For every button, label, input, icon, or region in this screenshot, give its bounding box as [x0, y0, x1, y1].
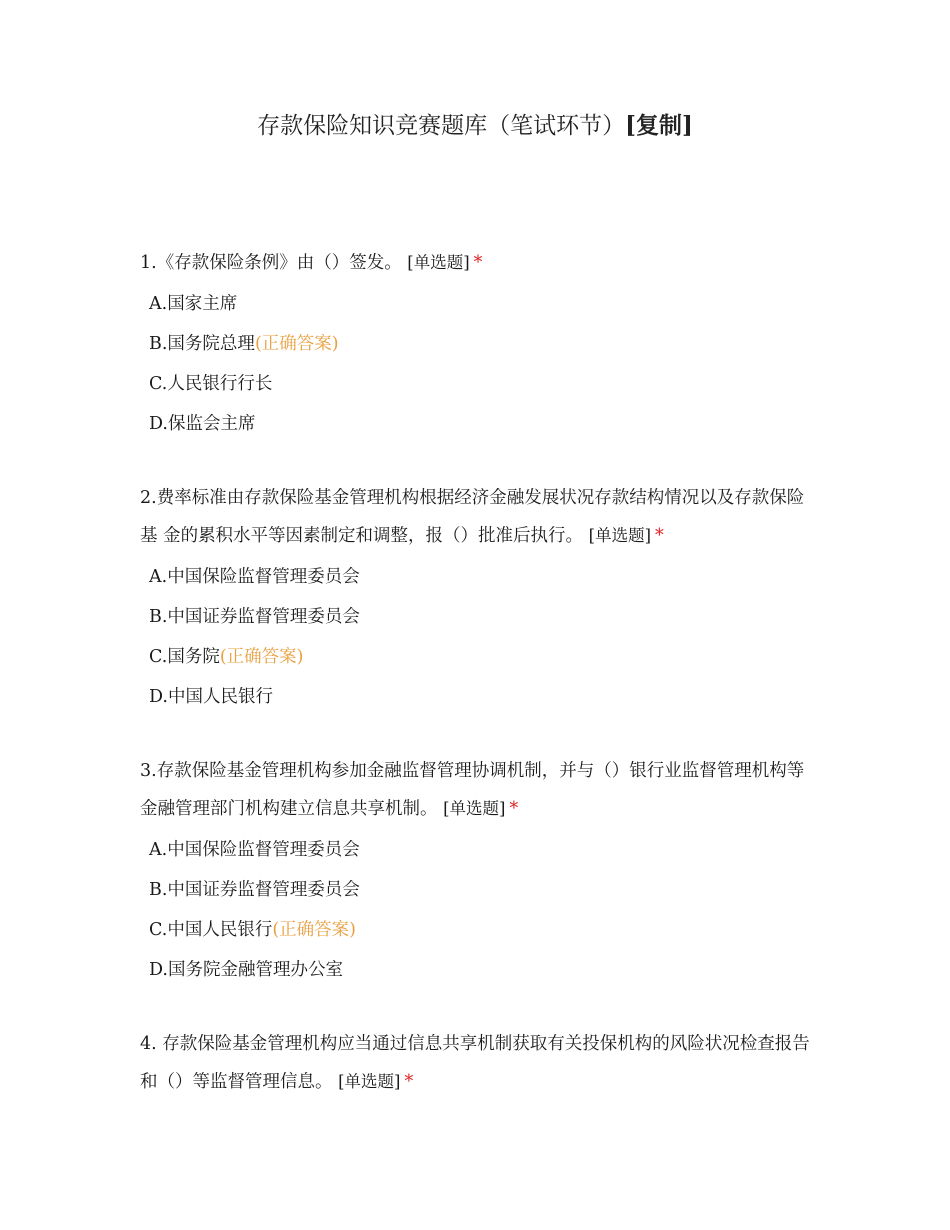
correct-answer-mark: (正确答案) [219, 647, 304, 667]
question-body: 2.费率标准由存款保险基金管理机构根据经济金融发展状况存款结构情况以及存款保险基 金的累积水平等因素制定和调整，报（）批准后执行。 [140, 488, 805, 546]
option-label: B.中国证券监督管理委员会 [149, 607, 360, 627]
question-type: [单选题] [443, 799, 506, 818]
question-text [140, 479, 820, 555]
option-a [149, 284, 820, 324]
question-text [140, 752, 820, 828]
option-b [149, 597, 820, 637]
question-3 [140, 752, 820, 990]
required-mark: * [655, 526, 664, 546]
title-main: 存款保险知识竞赛题库（笔试环节） [257, 113, 626, 139]
required-mark: * [404, 1072, 414, 1092]
question-type: [单选题] [338, 1072, 401, 1091]
question-1 [140, 244, 820, 444]
question-text [140, 244, 820, 282]
option-label: D.保监会主席 [149, 414, 256, 434]
option-c [149, 364, 820, 404]
correct-answer-mark: (正确答案) [272, 920, 356, 940]
required-mark: * [509, 799, 519, 819]
option-c [149, 910, 820, 950]
page-title [0, 108, 950, 144]
option-a [149, 830, 820, 870]
option-label: D.国务院金融管理办公室 [149, 960, 343, 980]
option-label: D.中国人民银行 [149, 687, 273, 707]
question-type: [单选题] [407, 253, 470, 272]
question-body: 3.存款保险基金管理机构参加金融监督管理协调机制，并与（）银行业监督管理机构等金融管理部门机构建立信息共享机制。 [140, 761, 805, 819]
option-label: B.中国证券监督管理委员会 [149, 880, 360, 900]
option-label: C.人民银行行长 [149, 374, 273, 394]
option-label: A.国家主席 [149, 294, 238, 314]
option-label: B.国务院总理 [149, 334, 255, 354]
question-body: 4. 存款保险基金管理机构应当通过信息共享机制获取有关投保机构的风险状况检查报告和（）等监督管理信息。 [140, 1034, 810, 1092]
required-mark: * [473, 253, 483, 273]
title-suffix: [复制] [625, 112, 693, 139]
option-d [149, 950, 820, 990]
option-label: C.中国人民银行 [149, 920, 273, 940]
question-list [140, 244, 820, 1136]
question-type: [单选题] [588, 526, 652, 545]
option-label: A.中国保险监督管理委员会 [149, 840, 360, 860]
correct-answer-mark: (正确答案) [254, 334, 339, 354]
question-4 [140, 1025, 820, 1101]
option-d [149, 677, 820, 717]
option-d [149, 404, 820, 444]
option-label: C.国务院 [149, 647, 220, 667]
option-c [149, 637, 820, 677]
option-label: A.中国保险监督管理委员会 [149, 567, 360, 587]
option-b [149, 324, 820, 364]
question-text [140, 1025, 820, 1101]
option-b [149, 870, 820, 910]
question-2 [140, 479, 820, 717]
question-body: 1.《存款保险条例》由（）签发。 [140, 253, 402, 273]
option-a [149, 557, 820, 597]
